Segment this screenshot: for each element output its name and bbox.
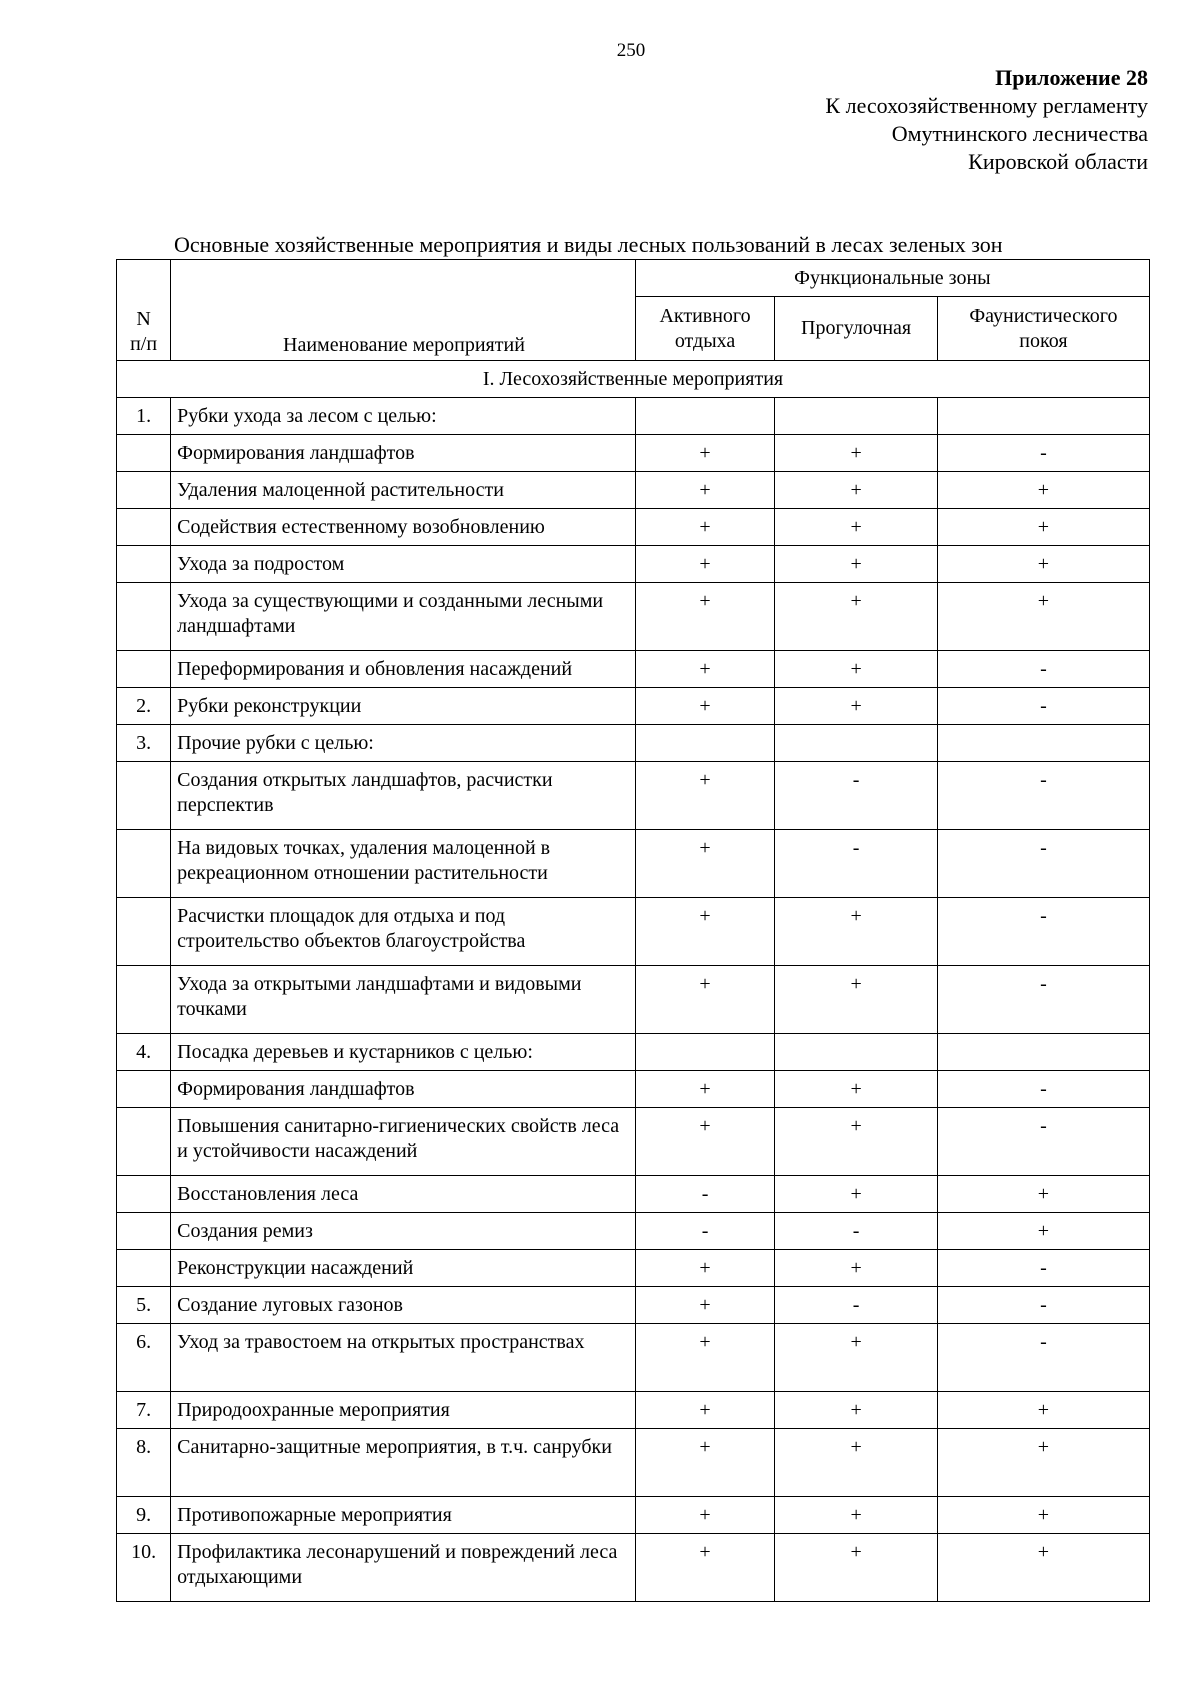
row-number [117, 546, 171, 583]
activity-name: Восстановления леса [171, 1176, 636, 1213]
fauna-rest-mark: + [937, 509, 1149, 546]
page-number: 250 [616, 40, 646, 61]
fauna-rest-mark: - [937, 651, 1149, 688]
section-row [117, 361, 1150, 398]
row-number [117, 1108, 171, 1176]
table-row [117, 1429, 1150, 1497]
row-number: 8. [117, 1429, 171, 1497]
fauna-rest-mark: - [937, 898, 1149, 966]
activity-name: Прочие рубки с целью: [171, 725, 636, 762]
row-number [117, 583, 171, 651]
activity-name: Реконструкции насаждений [171, 1250, 636, 1287]
walking-mark: + [775, 1071, 937, 1108]
active-rest-mark: + [635, 651, 775, 688]
fauna-rest-mark: + [937, 1392, 1149, 1429]
table-row [117, 830, 1150, 898]
row-number [117, 966, 171, 1034]
activity-name: Рубки реконструкции [171, 688, 636, 725]
active-rest-mark: + [635, 688, 775, 725]
activity-name: Создания открытых ландшафтов, расчистки перспектив [171, 762, 636, 830]
active-rest-mark [635, 725, 775, 762]
row-number: 1. [117, 398, 171, 435]
row-number: 9. [117, 1497, 171, 1534]
active-rest-header [635, 297, 775, 361]
active-rest-mark: + [635, 830, 775, 898]
fauna-rest-mark: + [937, 583, 1149, 651]
walking-mark: + [775, 1324, 937, 1392]
walking-mark [775, 398, 937, 435]
fauna-rest-mark: + [937, 472, 1149, 509]
appendix-line-3: Кировской области [968, 149, 1148, 174]
fauna-rest-mark: - [937, 1108, 1149, 1176]
row-number [117, 472, 171, 509]
num-header-line-2: п/п [130, 333, 158, 355]
activity-name: Расчистки площадок для отдыха и под строительство объектов благоустройства [171, 898, 636, 966]
active-rest-mark: + [635, 1250, 775, 1287]
walking-mark: + [775, 1250, 937, 1287]
active-rest-mark: + [635, 472, 775, 509]
walking-mark: + [775, 898, 937, 966]
walking-mark: + [775, 435, 937, 472]
fauna-rest-mark: - [937, 1071, 1149, 1108]
table-body [117, 361, 1150, 1602]
table-row [117, 1034, 1150, 1071]
walking-mark: - [775, 830, 937, 898]
table-row [117, 725, 1150, 762]
zones-header: Функциональные зоны [635, 260, 1149, 297]
active-rest-mark: + [635, 1071, 775, 1108]
row-number [117, 1250, 171, 1287]
row-number: 7. [117, 1392, 171, 1429]
appendix-line-1: К лесохозяйственному регламенту [825, 93, 1148, 118]
active-rest-mark: + [635, 583, 775, 651]
walking-mark: + [775, 472, 937, 509]
fauna-header-line-2: покоя [1019, 329, 1068, 352]
walking-mark: + [775, 1108, 937, 1176]
fauna-rest-header [937, 297, 1149, 361]
table-row [117, 398, 1150, 435]
fauna-rest-mark [937, 725, 1149, 762]
row-number [117, 898, 171, 966]
activity-name: Природоохранные мероприятия [171, 1392, 636, 1429]
fauna-rest-mark: + [937, 1497, 1149, 1534]
activity-name: Санитарно-защитные мероприятия, в т.ч. санрубки [171, 1429, 636, 1497]
walking-mark: + [775, 966, 937, 1034]
row-number [117, 1176, 171, 1213]
table-row [117, 1176, 1150, 1213]
active-header-line-2: отдыха [674, 329, 736, 352]
num-header-line-1: N [136, 308, 151, 330]
row-number: 4. [117, 1034, 171, 1071]
table-row [117, 1497, 1150, 1534]
walking-mark: + [775, 1497, 937, 1534]
walking-mark: + [775, 688, 937, 725]
table-row [117, 1392, 1150, 1429]
activity-name: Профилактика лесонарушений и повреждений леса отдыхающими [171, 1534, 636, 1602]
active-rest-mark: + [635, 1287, 775, 1324]
active-rest-mark [635, 1034, 775, 1071]
row-number [117, 509, 171, 546]
walking-mark: - [775, 762, 937, 830]
activity-name: Повышения санитарно-гигиенических свойств леса и устойчивости насаждений [171, 1108, 636, 1176]
activity-name: Создания ремиз [171, 1213, 636, 1250]
table-row [117, 472, 1150, 509]
fauna-rest-mark: - [937, 435, 1149, 472]
activity-name: Формирования ландшафтов [171, 1071, 636, 1108]
walking-mark: + [775, 583, 937, 651]
fauna-rest-mark: - [937, 762, 1149, 830]
walking-mark: + [775, 1392, 937, 1429]
fauna-rest-mark: + [937, 1176, 1149, 1213]
active-rest-mark: + [635, 966, 775, 1034]
activity-name: Формирования ландшафтов [171, 435, 636, 472]
activity-name: Ухода за открытыми ландшафтами и видовыми точками [171, 966, 636, 1034]
active-rest-mark: + [635, 1324, 775, 1392]
active-rest-mark: + [635, 1534, 775, 1602]
fauna-rest-mark: - [937, 1250, 1149, 1287]
activity-name: Посадка деревьев и кустарников с целью: [171, 1034, 636, 1071]
table-row [117, 762, 1150, 830]
active-rest-mark: + [635, 509, 775, 546]
activities-table [116, 259, 1150, 1602]
row-number [117, 830, 171, 898]
fauna-header-line-1: Фаунистического [969, 304, 1118, 327]
active-rest-mark: - [635, 1176, 775, 1213]
row-number: 10. [117, 1534, 171, 1602]
walking-mark: + [775, 651, 937, 688]
fauna-rest-mark: + [937, 1429, 1149, 1497]
appendix-line-2: Омутнинского лесничества [891, 121, 1148, 146]
active-rest-mark: + [635, 1429, 775, 1497]
appendix-title: Приложение 28 [995, 65, 1148, 90]
walking-mark: + [775, 1534, 937, 1602]
activity-name: Ухода за подростом [171, 546, 636, 583]
activity-name: Рубки ухода за лесом с целью: [171, 398, 636, 435]
walking-header: Прогулочная [775, 297, 937, 361]
fauna-rest-mark: - [937, 830, 1149, 898]
activity-name: На видовых точках, удаления малоценной в рекреационном отношении растительности [171, 830, 636, 898]
table-row [117, 1213, 1150, 1250]
table-row [117, 651, 1150, 688]
row-number [117, 651, 171, 688]
fauna-rest-mark [937, 1034, 1149, 1071]
table-row [117, 546, 1150, 583]
fauna-rest-mark [937, 398, 1149, 435]
fauna-rest-mark: - [937, 1324, 1149, 1392]
walking-mark: - [775, 1287, 937, 1324]
walking-mark: + [775, 1176, 937, 1213]
active-rest-mark: + [635, 1392, 775, 1429]
active-header-line-1: Активного [659, 304, 751, 327]
table-title: Основные хозяйственные мероприятия и виды лесных пользований в лесах зеленых зон [174, 232, 1003, 257]
appendix-header [825, 64, 1148, 176]
walking-mark: - [775, 1213, 937, 1250]
row-number [117, 1213, 171, 1250]
row-number [117, 1071, 171, 1108]
active-rest-mark: + [635, 1497, 775, 1534]
table-row [117, 1287, 1150, 1324]
active-rest-mark: + [635, 898, 775, 966]
row-number [117, 435, 171, 472]
walking-mark: + [775, 1429, 937, 1497]
table-row [117, 966, 1150, 1034]
activity-name: Удаления малоценной растительности [171, 472, 636, 509]
fauna-rest-mark: - [937, 688, 1149, 725]
fauna-rest-mark: - [937, 966, 1149, 1034]
row-number: 5. [117, 1287, 171, 1324]
active-rest-mark: + [635, 546, 775, 583]
row-number: 2. [117, 688, 171, 725]
row-number [117, 762, 171, 830]
name-header: Наименование мероприятий [171, 260, 636, 361]
row-number: 6. [117, 1324, 171, 1392]
fauna-rest-mark: + [937, 1534, 1149, 1602]
table-row [117, 583, 1150, 651]
walking-mark [775, 1034, 937, 1071]
table-row [117, 688, 1150, 725]
active-rest-mark: + [635, 435, 775, 472]
row-number: 3. [117, 725, 171, 762]
num-header [117, 260, 171, 361]
activity-name: Противопожарные мероприятия [171, 1497, 636, 1534]
fauna-rest-mark: + [937, 1213, 1149, 1250]
activity-name: Уход за травостоем на открытых пространствах [171, 1324, 636, 1392]
activity-name: Ухода за существующими и созданными лесными ландшафтами [171, 583, 636, 651]
walking-mark: + [775, 546, 937, 583]
table-row [117, 1324, 1150, 1392]
table-row [117, 435, 1150, 472]
table-row [117, 509, 1150, 546]
table-row [117, 1108, 1150, 1176]
fauna-rest-mark: + [937, 546, 1149, 583]
active-rest-mark: - [635, 1213, 775, 1250]
active-rest-mark [635, 398, 775, 435]
walking-mark: + [775, 509, 937, 546]
table-row [117, 1071, 1150, 1108]
fauna-rest-mark: - [937, 1287, 1149, 1324]
table-row [117, 1534, 1150, 1602]
active-rest-mark: + [635, 1108, 775, 1176]
active-rest-mark: + [635, 762, 775, 830]
walking-mark [775, 725, 937, 762]
section-title: I. Лесохозяйственные мероприятия [117, 361, 1150, 398]
table-row [117, 898, 1150, 966]
activity-name: Содействия естественному возобновлению [171, 509, 636, 546]
activity-name: Переформирования и обновления насаждений [171, 651, 636, 688]
table-row [117, 1250, 1150, 1287]
activity-name: Создание луговых газонов [171, 1287, 636, 1324]
